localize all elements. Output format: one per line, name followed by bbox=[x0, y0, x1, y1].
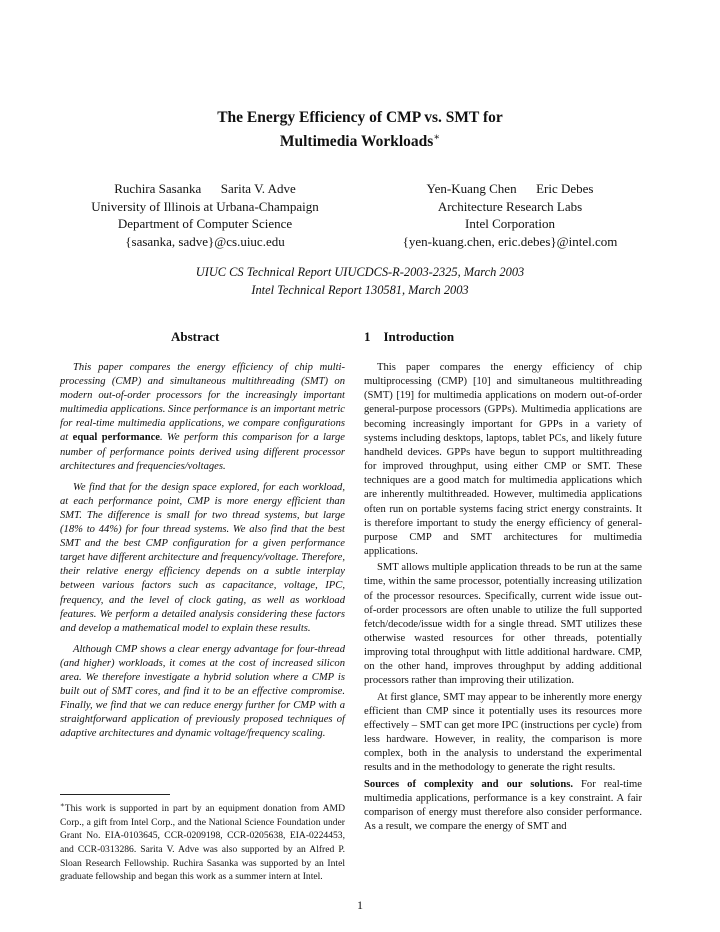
affiliation-left: University of Illinois at Urbana-Champaign bbox=[91, 198, 319, 214]
report-line-1: UIUC CS Technical Report UIUCDCS-R-2003-2325, March 2003 bbox=[195, 265, 525, 279]
footnote-rule bbox=[60, 794, 170, 795]
department-right: Intel Corporation bbox=[465, 216, 555, 232]
intro-p4-bold: Sources of complexity and our solutions. bbox=[364, 778, 573, 790]
report-line-2: Intel Technical Report 130581, March 2003 bbox=[251, 283, 469, 297]
intro-paragraph-3: At first glance, SMT may appear to be inherently more energy efficient than CMP since it potentially uses its resources more effectively – SMT can get more IPC (instructions per cycle) from less hardware. However, in reality, the comparison is more complex, both in the analysis to understand the experimental results and in the methodology to generate the right results. bbox=[364, 691, 642, 774]
author-names-left: Ruchira Sasanka Sarita V. Adve bbox=[114, 181, 296, 196]
footnote-text: This work is supported in part by an equipment donation from AMD Corp., a gift from Intel Corp., and the National Science Foundation under Grant No. EIA-0103645, CCR-0209198, CCR-0205638, EIA-0224453, and CCR-0313286. Sarita V. Adve was also supported by an Alfred P. Sloan Research Fellowship. Ruchira Sasanka was supported by an Intel graduate fellowship and began this work as a summer intern at Intel. bbox=[60, 803, 345, 883]
abstract-paragraph-1 bbox=[60, 361, 345, 474]
intro-paragraph-1: This paper compares the energy efficiency of chip multiprocessing (CMP) [10] and simultaneous multithreading (SMT) [19] for multimedia applications on modern out-of-order general-purpose processors (GPPs). Multimedia applications are becoming increasingly important for GPPs in a variety of systems including desktops, laptops, tablet PCs, and likely future handheld devices. GPPs have begun to support multithreading for improved throughput, using either CMP or SMT. These techniques are a good match for multimedia applications which are inherently multithreaded. However, multimedia applications often run on portable systems facing strict energy constraints. It is therefore important to study the energy efficiency of general-purpose CMP and SMT architectures for multimedia applications. bbox=[364, 362, 642, 558]
intro-paragraph-2: SMT allows multiple application threads to be run at the same time, within the same processor, potentially increasing utilization of the processor resources. Specifically, current wide issue out-of-order processors are often unable to utilize the full supported fetch/decode/issue width for a single thread. SMT utilizes these otherwise wasted resources for other threads, potentially improving total throughput with little additional hardware. CMP, on the other hand, improves throughput by adding additional processors rather than improving their utilization. bbox=[364, 562, 642, 687]
email-left: {sasanka, sadve}@cs.uiuc.edu bbox=[125, 233, 285, 249]
abstract-p1-bold: equal performance bbox=[72, 432, 160, 444]
footnote-mark: ∗ bbox=[60, 801, 65, 809]
title-line-1: The Energy Efficiency of CMP vs. SMT for bbox=[217, 109, 503, 126]
department-left: Department of Computer Science bbox=[117, 216, 293, 232]
paper-title bbox=[0, 108, 720, 152]
report-info bbox=[0, 263, 720, 299]
intro-p4-text: For real-time multimedia applications, performance is a key constraint. A fair comparison of energy must therefore also consider performance. As a result, we compare the energy of SMT and bbox=[364, 778, 642, 832]
abstract-p1-text-a: This paper compares the energy efficiency of chip multi-processing (CMP) and simultaneous multithreading (SMT) on modern out-of-order processors for the increasingly important multimedia applications. Since performance is an important metric for real-time multimedia applications, we compare configurations at bbox=[60, 362, 345, 444]
abstract-body bbox=[60, 361, 345, 748]
author-names-right: Yen-Kuang Chen Eric Debes bbox=[426, 181, 594, 196]
authors-intel bbox=[370, 180, 650, 250]
abstract-paragraph-2: We find that for the design space explored, for each workload, at each performance point, CMP is more energy efficient than SMT. The difference is small for two thread systems, but large (18% to 44%) for four thread systems. We also find that the best SMT and the best CMP configuration for a given performance target have different architecture and frequency/voltage. Therefore, their relative energy efficiency depends on a subtle interplay between various factors such as capacitance, voltage, IPC, frequency, and the level of clock gating, as well as workload features. We perform a detailed analysis considering these factors and develop a mathematical model to explain these results. bbox=[60, 481, 345, 634]
email-right: {yen-kuang.chen, eric.debes}@intel.com bbox=[402, 233, 618, 249]
title-line-2 bbox=[0, 128, 720, 152]
title-line-2-text: Multimedia Workloads bbox=[279, 133, 434, 151]
footnote bbox=[60, 799, 345, 884]
abstract-paragraph-3: Although CMP shows a clear energy advantage for four-thread (and higher) workloads, it comes at the cost of increased silicon area. We therefore investigate a hybrid solution where a CMP is built out of SMT cores, and find it to be an effective compromise. Finally, we find that we can reduce energy further for CMP with a straightforward application of previously proposed techniques of adaptive architectures and dynamic voltage/frequency scaling. bbox=[60, 643, 345, 740]
title-footnote-mark: ∗ bbox=[433, 132, 441, 143]
introduction-body bbox=[364, 361, 642, 836]
introduction-heading: 1 Introduction bbox=[364, 329, 455, 344]
abstract-heading: Abstract bbox=[171, 329, 220, 344]
intro-paragraph-4 bbox=[364, 778, 642, 835]
abstract-p1-text-b: . We perform this comparison for a large number of performance points derived using different processor architectures and frequencies/voltages. bbox=[60, 432, 346, 472]
authors-uiuc bbox=[60, 180, 350, 250]
affiliation-right: Architecture Research Labs bbox=[437, 198, 583, 214]
page-number: 1 bbox=[357, 898, 363, 912]
